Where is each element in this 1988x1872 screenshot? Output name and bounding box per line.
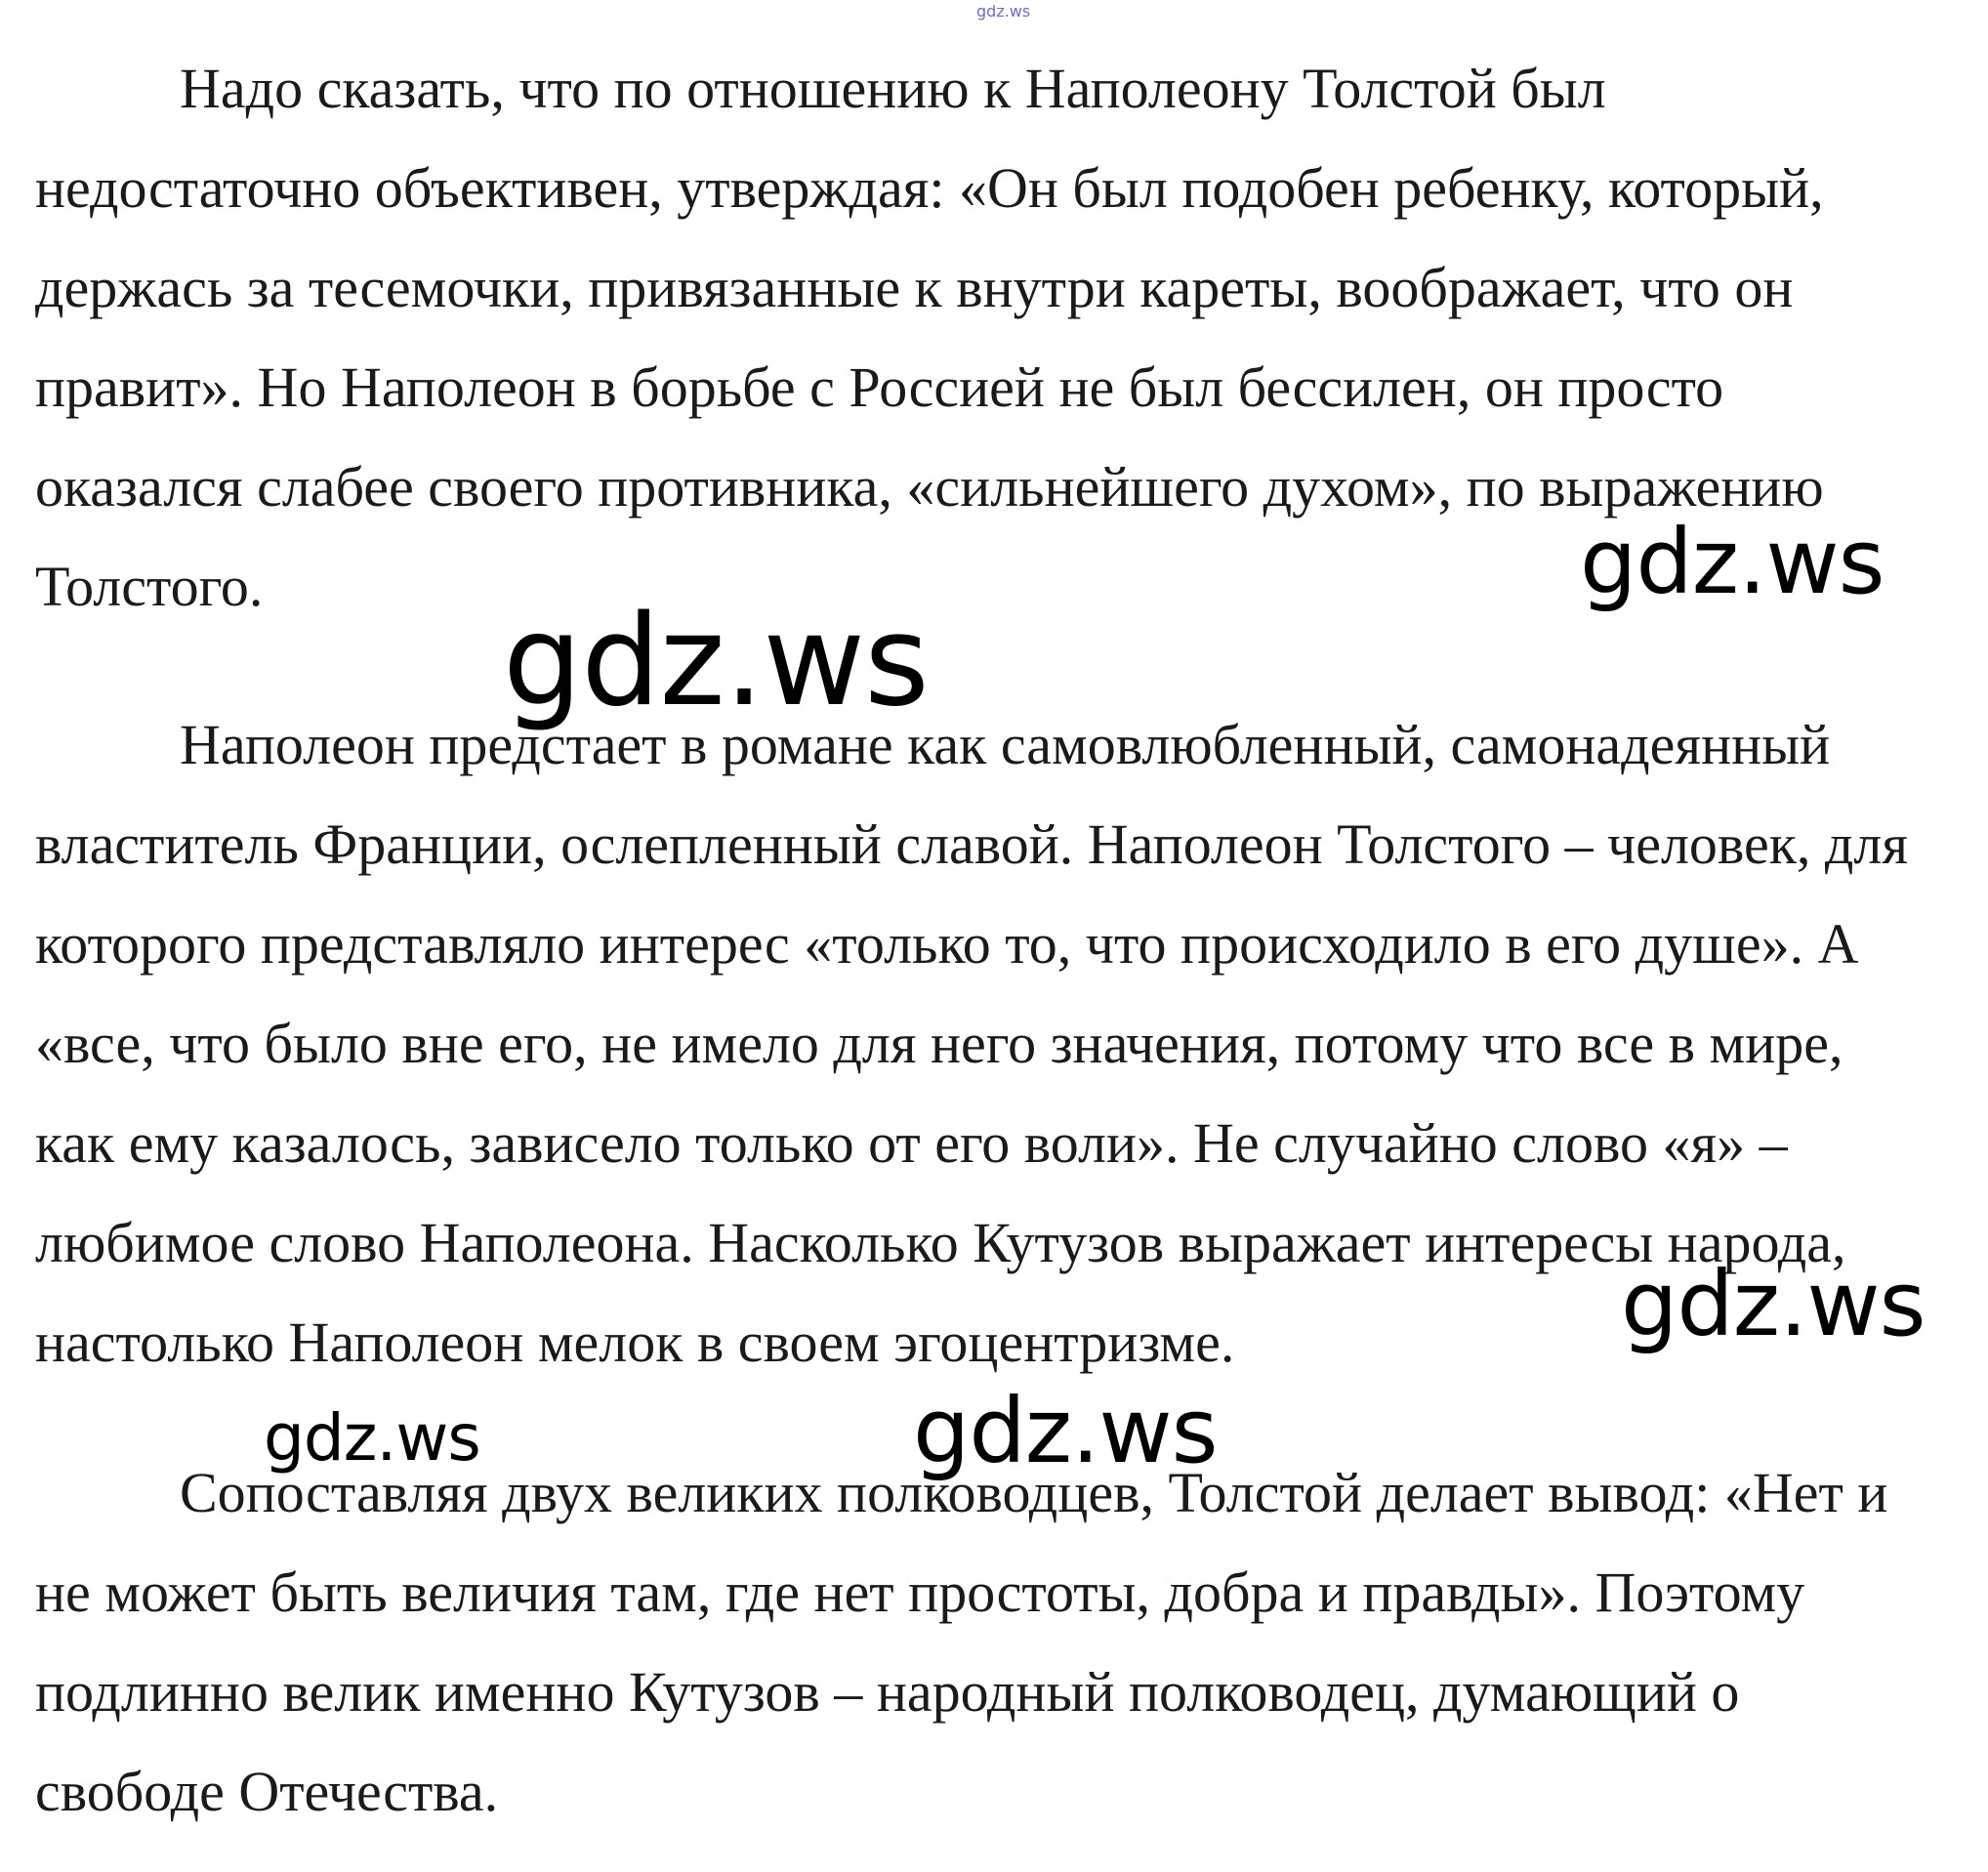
paragraph-line: оказался слабее своего противника, «сильнейшего духом», по выражению [35,455,1824,519]
paragraph-line: настолько Наполеон мелок в своем эгоцентризме. [35,1310,1235,1374]
paragraph-line: любимое слово Наполеона. Насколько Кутузов выражает интересы народа, [35,1211,1846,1274]
paragraph-line: не может быть величия там, где нет простоты, добра и правды». Поэтому [35,1560,1805,1624]
paragraph-3 [35,1443,1968,1842]
paragraph-line: которого представляло интерес «только то, что происходило в его душе». А [35,912,1859,976]
paragraph-line: держась за тесемочки, привязанные к внутри кареты, воображает, что он [35,256,1794,319]
paragraph-line: Надо сказать, что по отношению к Наполеону Толстой был [180,57,1606,120]
watermark-top: gdz.ws [976,2,1031,21]
paragraph-line: недостаточно объективен, утверждая: «Он был подобен ребенку, который, [35,156,1824,220]
watermark: gdz.ws [264,1400,480,1476]
watermark: gdz.ws [1580,510,1884,614]
paragraph-line: Толстого. [35,555,264,618]
paragraph-line: подлинно велик именно Кутузов – народный полководец, думающий о [35,1660,1740,1724]
watermark: gdz.ws [913,1379,1218,1483]
paragraph-line: Наполеон предстает в романе как самовлюбленный, самонадеянный [180,713,1831,776]
paragraph-line: правит». Но Наполеон в борьбе с Россией не был бессилен, он просто [35,355,1724,419]
watermark: gdz.ws [503,589,929,734]
paragraph-line: Сопоставляя двух великих полководцев, Толстой делает вывод: «Нет и [180,1461,1888,1524]
paragraph-line: свободе Отечества. [35,1760,499,1823]
paragraph-line: как ему казалось, зависело только от его воли». Не случайно слово «я» – [35,1111,1788,1175]
paragraph-line: «все, что было вне его, не имело для него значения, потому что все в мире, [35,1012,1843,1075]
paragraph-line: властитель Франции, ослепленный славой. Наполеон Толстого – человек, для [35,812,1909,876]
watermark: gdz.ws [1621,1252,1926,1356]
